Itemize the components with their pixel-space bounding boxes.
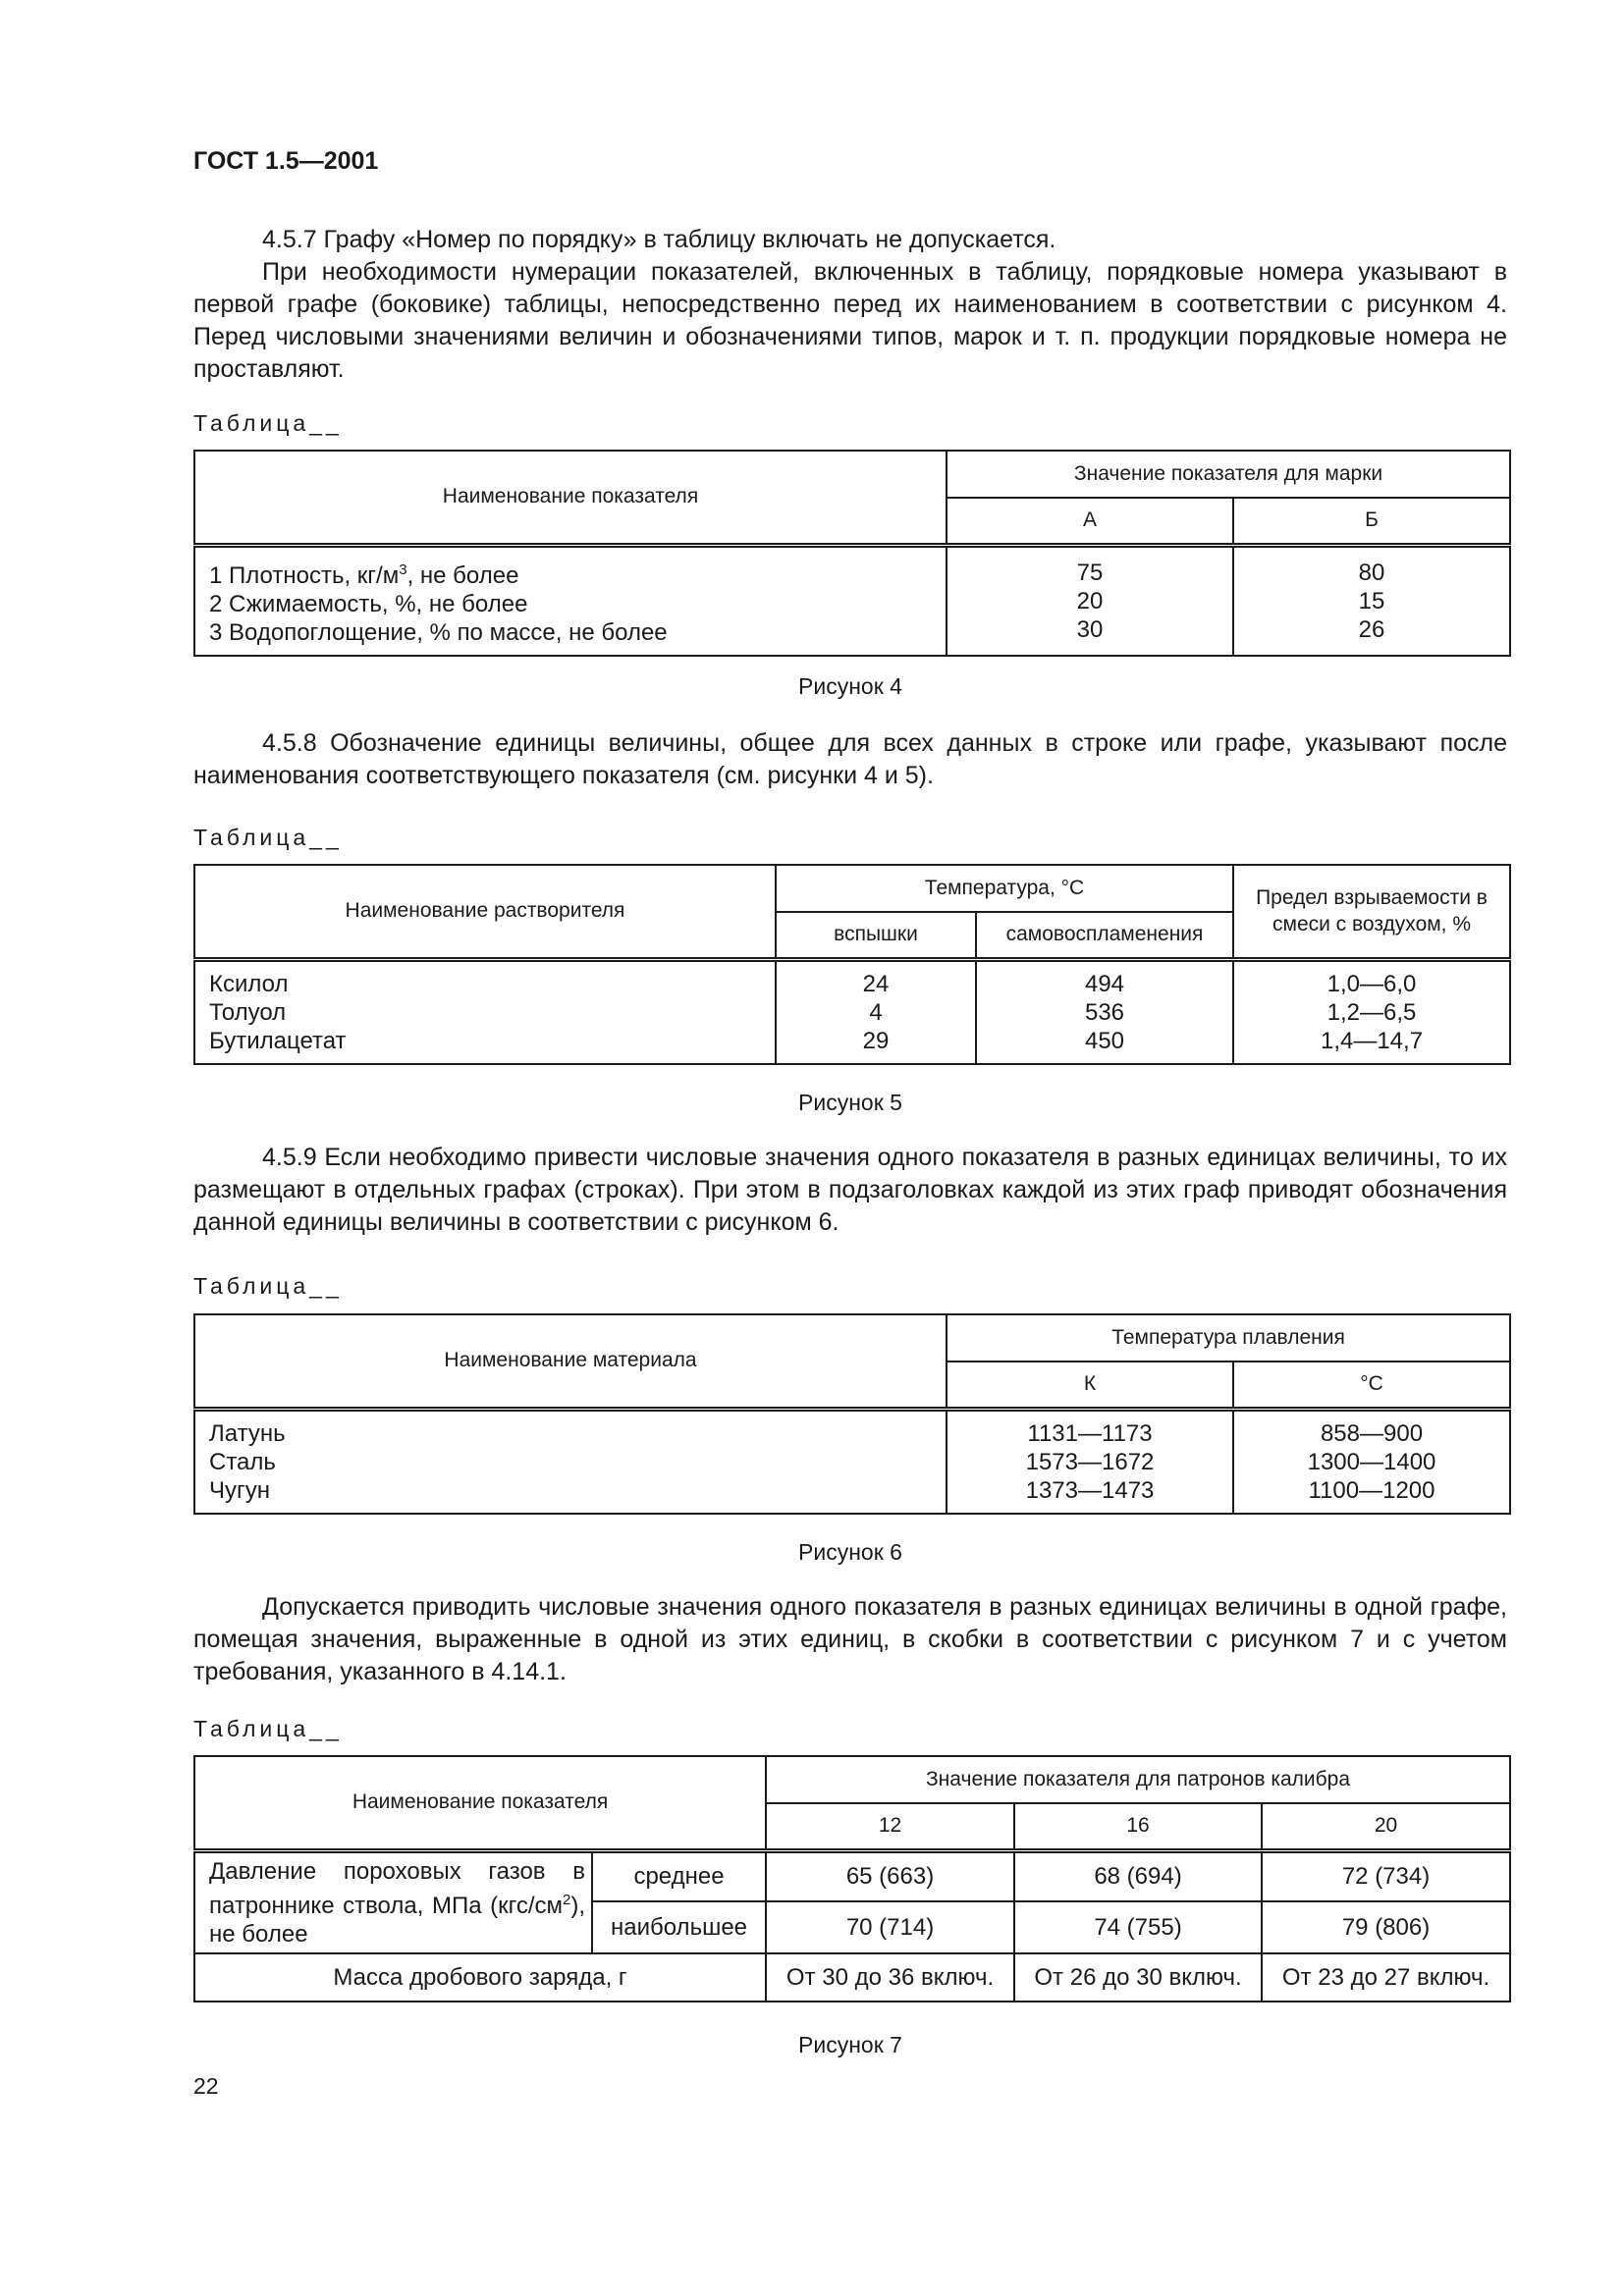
header-value-by-caliber: Значение показателя для патронов калибра [766,1756,1510,1803]
pressure-indicator: Давление пороховых газов в патроннике ствола, МПа $(кгс/см^2)$, не более [194,1850,592,1953]
table-figure-7 [193,1755,1511,2002]
pressure-average-label: среднее [592,1850,766,1901]
header-caliber-16: 16 [1014,1803,1262,1850]
indicator-compressibility: 2 Сжимаемость, %, не более [209,590,528,617]
header-caliber-20: 20 [1262,1803,1510,1850]
flash-values: 24 4 29 [776,959,976,1064]
shot-mass-label: Масса дробового заряда, г [194,1953,766,2002]
table-figure-4 [193,450,1511,657]
material-names: Латунь Сталь Чугун [194,1409,947,1514]
grade-a-values: 75 20 30 [947,545,1233,656]
table-label: Таблица__ [193,825,343,850]
header-grade-a: А [947,498,1233,545]
header-solvent-name: Наименование растворителя [194,865,776,959]
figure-7-caption: Рисунок 7 [798,2032,902,2057]
header-indicator-name: Наименование показателя [194,1756,766,1850]
figure-4-caption: Рисунок 4 [798,673,902,699]
pressure-max-12: 70 (714) [766,1901,1014,1953]
header-melting-point: Температура плавления [947,1314,1510,1362]
kelvin-values: 1131—1173 1573—1672 1373—1473 [947,1409,1233,1514]
explosion-limit-values: 1,0—6,0 1,2—6,5 1,4—14,7 [1233,959,1510,1064]
figure-5-caption: Рисунок 5 [798,1090,902,1115]
grade-b-values: 80 15 26 [1233,545,1510,656]
shot-mass-16: От 26 до 30 включ. [1014,1953,1262,2002]
header-caliber-12: 12 [766,1803,1014,1850]
page-number: 22 [193,2073,219,2099]
standard-header: ГОСТ 1.5—2001 [193,147,379,175]
pressure-max-label: наибольшее [592,1901,766,1953]
header-flash: вспышки [776,912,976,959]
header-indicator-name: Наименование показателя [194,451,947,545]
header-temperature: Температура, °С [776,865,1233,912]
header-material-name: Наименование материала [194,1314,947,1409]
shot-mass-20: От 23 до 27 включ. [1262,1953,1510,2002]
indicator-density: 1 Плотность, $кг/м^3$, не более [209,561,519,589]
solvent-names: Ксилол Толуол Бутилацетат [194,959,776,1064]
header-autoignition: самовоспламенения [976,912,1233,959]
table-label: Таблица__ [193,1716,343,1741]
pressure-max-20: 79 (806) [1262,1901,1510,1953]
pressure-average-16: 68 (694) [1014,1850,1262,1901]
header-celsius: °С [1233,1362,1510,1409]
header-explosion-limit: Предел взрываемости в смеси с воздухом, % [1233,865,1510,959]
autoignition-values: 494 536 450 [976,959,1233,1064]
header-value-by-grade: Значение показателя для марки [947,451,1510,498]
table-label: Таблица__ [193,410,343,436]
pressure-average-20: 72 (734) [1262,1850,1510,1901]
indicator-names-cell [194,545,947,656]
shot-mass-12: От 30 до 36 включ. [766,1953,1014,2002]
paragraph-4-5-7-b: При необходимости нумерации показателей, включенных в таблицу, порядковые номера указывают в первой графе (боковике) таблицы, непосредственно перед их наименованием в соответствии с рисунком 4. Перед числовыми значениями величин и обозначениями типов, марок и т. п. продукции порядковые номера не проставляют. [193,258,1507,383]
indicator-water-absorption: 3 Водопоглощение, % по массе, не более [209,618,668,646]
header-kelvin: К [947,1362,1233,1409]
paragraph-4-5-7-a: 4.5.7 Графу «Номер по порядку» в таблицу включать не допускается. [262,226,1056,253]
table-figure-5 [193,864,1511,1065]
celsius-values: 858—900 1300—1400 1100—1200 [1233,1409,1510,1514]
header-grade-b: Б [1233,498,1510,545]
pressure-max-16: 74 (755) [1014,1901,1262,1953]
paragraph-4-5-9: 4.5.9 Если необходимо привести числовые значения одного показателя в разных единицах величины, то их размещают в отдельных графах (строках). При этом в подзаголовках каждой из этих граф приводят обозначения данной единицы величины в соответствии с рисунком 6. [193,1144,1507,1236]
table-label: Таблица__ [193,1273,343,1299]
paragraph-4-5-8: 4.5.8 Обозначение единицы величины, общее для всех данных в строке или графе, указывают после наименования соответствующего показателя (см. рисунки 4 и 5). [193,729,1507,789]
paragraph-allowed-units: Допускается приводить числовые значения одного показателя в разных единицах величины в одной графе, помещая значения, выраженные в одной из этих единиц, в скобки в соответствии с рисунком 7 и с учетом требования, указанного в 4.14.1. [193,1593,1507,1685]
table-figure-6 [193,1313,1511,1515]
pressure-average-12: 65 (663) [766,1850,1014,1901]
figure-6-caption: Рисунок 6 [798,1539,902,1565]
